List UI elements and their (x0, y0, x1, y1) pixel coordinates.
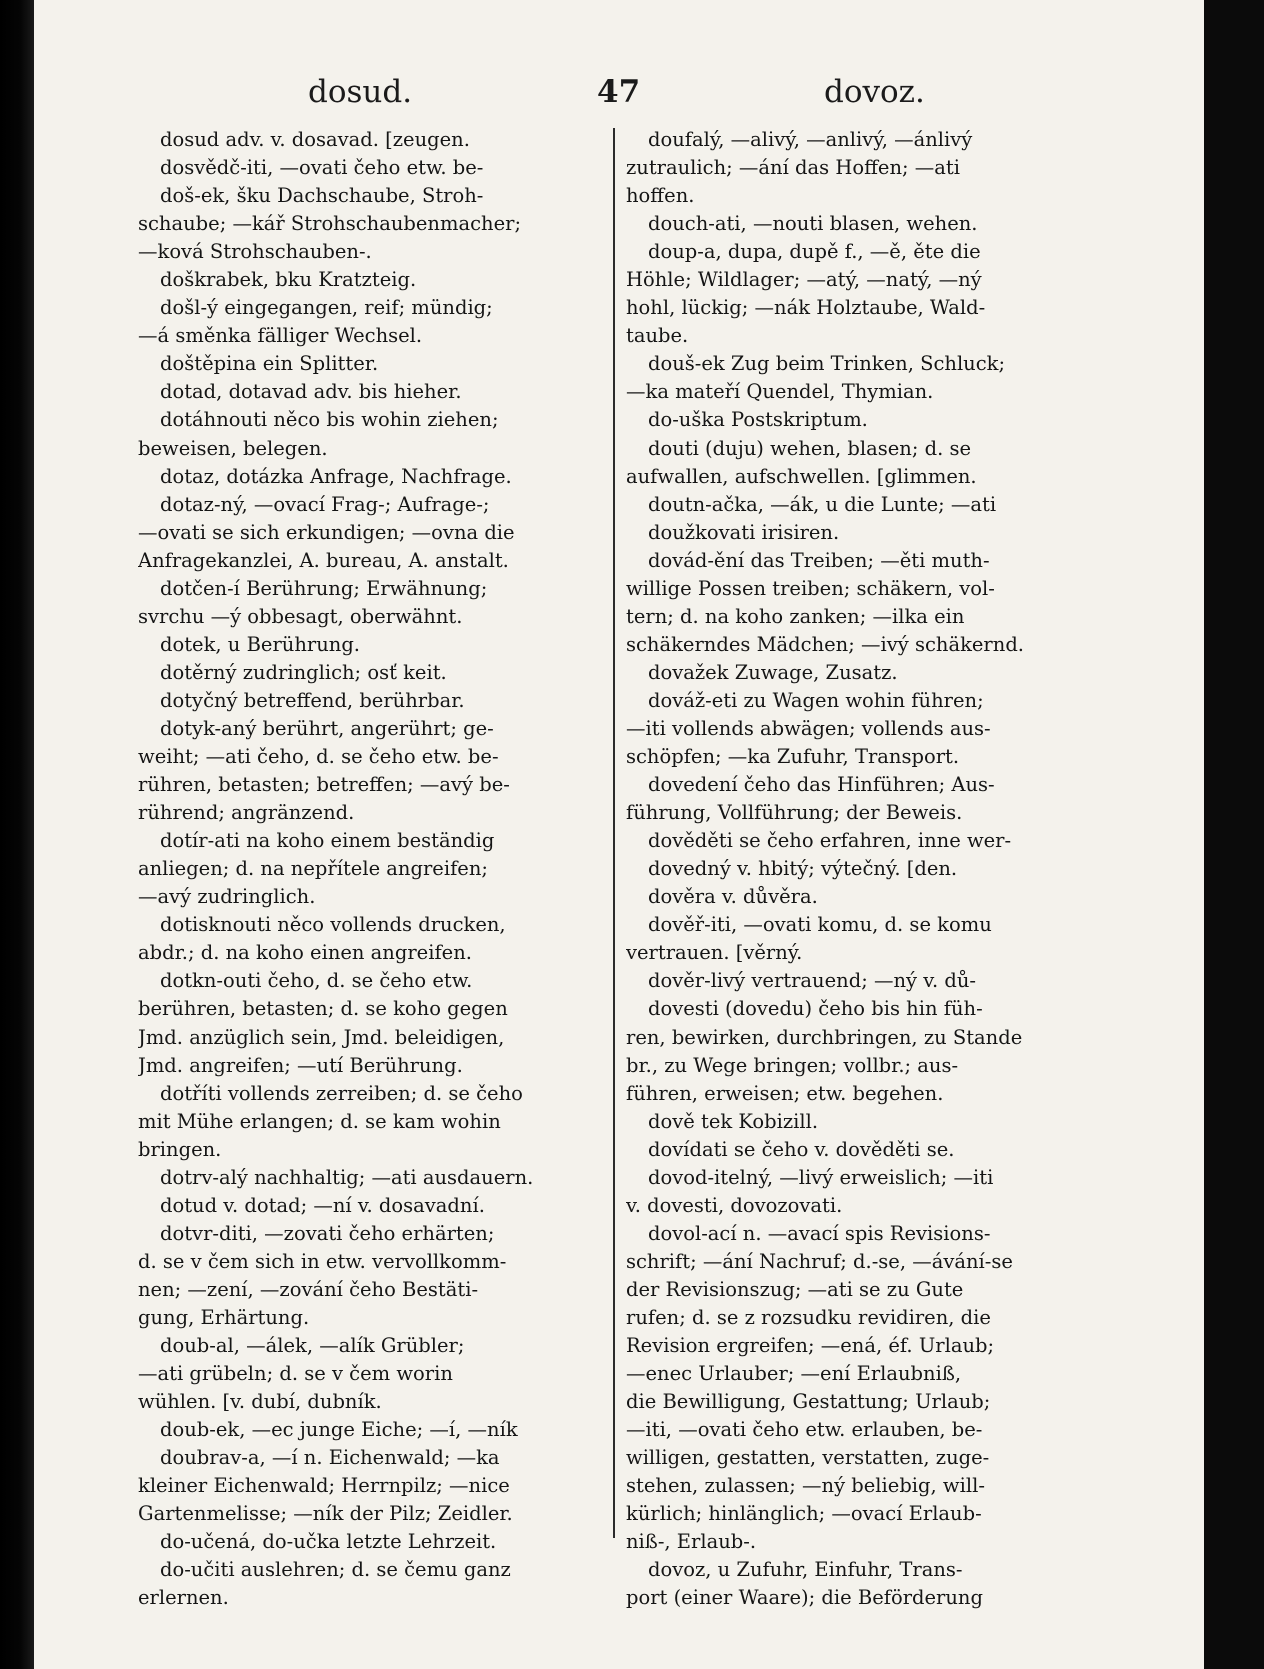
dictionary-line: —enec Urlauber; —ení Erlaubniß, (626, 1362, 962, 1386)
dictionary-line: dovol-ací n. —avací spis Revisions- (648, 1221, 991, 1245)
running-header (34, 74, 1204, 122)
dictionary-line: mit Mühe erlangen; d. se kam wohin (138, 1109, 501, 1133)
dictionary-line: —ati grübeln; d. se v čem worin (138, 1362, 453, 1386)
dictionary-line: dotaz-ný, —ovací Frag-; Aufrage-; (160, 492, 490, 516)
dictionary-line: rufen; d. se z rozsudku revidiren, die (626, 1305, 991, 1329)
dictionary-line: rührend; angränzend. (138, 801, 355, 825)
dictionary-line: doužkovati irisiren. (648, 520, 840, 544)
dictionary-line: nen; —zení, —zování čeho Bestäti- (138, 1277, 479, 1301)
dictionary-line: —iti vollends abwägen; vollends aus- (626, 716, 991, 740)
dictionary-line: führung, Vollführung; der Beweis. (626, 801, 963, 825)
dictionary-line: do-učená, do-učka letzte Lehrzeit. (160, 1530, 497, 1554)
dictionary-line: niß-, Erlaub-. (626, 1530, 757, 1554)
dictionary-line: dovod-itelný, —livý erweislich; —iti (648, 1165, 994, 1189)
dictionary-line: dotyčný betreffend, berührbar. (160, 688, 465, 712)
dictionary-line: gung, Erhärtung. (138, 1305, 310, 1329)
dictionary-line: schrift; —ání Nachruf; d.-se, —ávání-se (626, 1249, 1013, 1273)
dictionary-line: doš-ek, šku Dachschaube, Stroh- (160, 184, 484, 208)
dictionary-line: dověděti se čeho erfahren, inne wer- (648, 829, 1012, 853)
dictionary-line: dotad, dotavad adv. bis hieher. (160, 380, 462, 404)
dictionary-line: hoffen. (626, 184, 695, 208)
dictionary-line: doufalý, —alivý, —anlivý, —ánlivý (648, 128, 973, 151)
dictionary-line: dotek, u Berührung. (160, 632, 360, 656)
dictionary-line: doup-a, dupa, dupě f., —ě, ěte die (648, 240, 981, 264)
dictionary-line: br., zu Wege bringen; vollbr.; aus- (626, 1053, 959, 1077)
dictionary-line: dotud v. dotad; —ní v. dosavadní. (160, 1193, 485, 1217)
dictionary-line: Jmd. angreifen; —utí Berührung. (138, 1053, 463, 1077)
dictionary-line: dovedný v. hbitý; výtečný. [den. (648, 857, 958, 881)
dictionary-line: bringen. (138, 1137, 222, 1161)
page-number: 47 (597, 74, 641, 110)
dictionary-line: willige Possen treiben; schäkern, vol- (626, 576, 995, 600)
dictionary-line: Jmd. anzüglich sein, Jmd. beleidigen, (138, 1025, 505, 1049)
dictionary-line: ren, bewirken, durchbringen, zu Stande (626, 1025, 1023, 1049)
dictionary-line: dotěrný zudringlich; osť keit. (160, 660, 447, 684)
dictionary-line: schäkerndes Mädchen; —ivý schäkernd. (626, 632, 1024, 656)
dictionary-line: hohl, lückig; —nák Holztaube, Wald- (626, 296, 986, 320)
dictionary-line: dotvr-diti, —zovati čeho erhärten; (160, 1221, 495, 1245)
dictionary-line: dověř-iti, —ovati komu, d. se komu (648, 913, 992, 937)
dictionary-line: —ková Strohschauben-. (138, 240, 372, 264)
dictionary-line: Revision ergreifen; —ená, éf. Urlaub; (626, 1334, 995, 1358)
dictionary-line: dotkn-outi čeho, d. se čeho etw. (160, 969, 473, 993)
dictionary-line: dovoz, u Zufuhr, Einfuhr, Trans- (648, 1558, 963, 1582)
dictionary-line: dovažek Zuwage, Zusatz. (648, 660, 898, 684)
dictionary-line: willigen, gestatten, verstatten, zuge- (626, 1446, 990, 1470)
dictionary-line: abdr.; d. na koho einen angreifen. (138, 941, 472, 965)
dictionary-line: schaube; —kář Strohschaubenmacher; (138, 212, 522, 236)
dictionary-line: stehen, zulassen; —ný beliebig, will- (626, 1474, 985, 1498)
dictionary-line: erlernen. (138, 1586, 229, 1610)
dictionary-line: vertrauen. [věrný. (626, 941, 803, 965)
dictionary-line: dovídati se čeho v. dověděti se. (648, 1137, 955, 1161)
dictionary-line: dotčen-í Berührung; Erwähnung; (160, 576, 488, 600)
dictionary-line: —ka mateří Quendel, Thymian. (626, 380, 934, 404)
dictionary-line: d. se v čem sich in etw. vervollkomm- (138, 1249, 507, 1273)
dictionary-line: došl-ý eingegangen, reif; mündig; (160, 296, 493, 320)
dictionary-line: dovedení čeho das Hinführen; Aus- (648, 773, 995, 797)
dictionary-line: schöpfen; —ka Zufuhr, Transport. (626, 745, 960, 769)
dictionary-line: rühren, betasten; betreffen; —avý be- (138, 773, 510, 797)
dictionary-line: Höhle; Wildlager; —atý, —natý, —ný (626, 268, 982, 292)
dictionary-line: dovád-ění das Treiben; —ěti muth- (648, 548, 990, 572)
dictionary-line: dově tek Kobizill. (648, 1109, 819, 1133)
dictionary-line: —á směnka fälliger Wechsel. (138, 324, 423, 348)
dictionary-line: kleiner Eichenwald; Herrnpilz; —nice (138, 1474, 510, 1498)
dictionary-line: dověra v. důvěra. (648, 885, 818, 909)
dictionary-line: doubrav-a, —í n. Eichenwald; —ka (160, 1446, 500, 1470)
dictionary-line: tern; d. na koho zanken; —ilka ein (626, 604, 965, 628)
header-left-guide-word: dosud. (308, 74, 413, 110)
dictionary-line: dotaz, dotázka Anfrage, Nachfrage. (160, 464, 512, 488)
dictionary-line: taube. (626, 324, 689, 348)
dictionary-line: dotáhnouti něco bis wohin ziehen; (160, 408, 499, 432)
dictionary-line: anliegen; d. na nepřítele angreifen; (138, 857, 488, 881)
dictionary-line: do-učiti auslehren; d. se čemu ganz (160, 1558, 511, 1582)
dictionary-line: —iti, —ovati čeho etw. erlauben, be- (626, 1418, 983, 1442)
dictionary-line: —avý zudringlich. (138, 885, 316, 909)
dictionary-line: —ovati se sich erkundigen; —ovna die (138, 520, 515, 544)
dictionary-line: dosud adv. v. dosavad. [zeugen. (160, 128, 470, 151)
dictionary-line: die Bewilligung, Gestattung; Urlaub; (626, 1390, 991, 1414)
dictionary-line: beweisen, belegen. (138, 436, 328, 460)
dictionary-line: dotrv-alý nachhaltig; —ati ausdauern. (160, 1165, 534, 1189)
dictionary-line: Anfragekanzlei, A. bureau, A. anstalt. (138, 548, 509, 572)
dictionary-line: svrchu —ý obbesagt, oberwähnt. (138, 604, 463, 628)
dictionary-line: führen, erweisen; etw. begehen. (626, 1081, 944, 1105)
dictionary-line: kürlich; hinlänglich; —ovací Erlaub- (626, 1502, 982, 1526)
dictionary-line: weiht; —ati čeho, d. se čeho etw. be- (138, 745, 499, 769)
dictionary-line: dotír-ati na koho einem beständig (160, 829, 495, 853)
dictionary-line: berühren, betasten; d. se koho gegen (138, 997, 508, 1021)
header-right-guide-word: dovoz. (824, 74, 925, 110)
dictionary-line: douš-ek Zug beim Trinken, Schluck; (648, 352, 1006, 376)
dictionary-line: douch-ati, —nouti blasen, wehen. (648, 212, 978, 236)
column-divider (613, 128, 615, 1538)
dictionary-line: dotyk-aný berührt, angerührt; ge- (160, 716, 494, 740)
dictionary-line: Gartenmelisse; —ník der Pilz; Zeidler. (138, 1502, 513, 1526)
dictionary-line: dováž-eti zu Wagen wohin führen; (648, 688, 984, 712)
dictionary-line: doutn-ačka, —ák, u die Lunte; —ati (648, 492, 997, 516)
dictionary-line: dovesti (dovedu) čeho bis hin füh- (648, 997, 983, 1021)
dictionary-line: v. dovesti, dovozovati. (626, 1193, 843, 1217)
dictionary-line: douti (duju) wehen, blasen; d. se (648, 436, 972, 460)
dictionary-line: dotisknouti něco vollends drucken, (160, 913, 506, 937)
dictionary-line: der Revisionszug; —ati se zu Gute (626, 1277, 964, 1301)
dictionary-line: doub-ek, —ec junge Eiche; —í, —ník (160, 1418, 518, 1442)
dictionary-line: zutraulich; —ání das Hoffen; —ati (626, 156, 960, 180)
dictionary-line: dosvědč-iti, —ovati čeho etw. be- (160, 156, 484, 180)
dictionary-line: doštěpina ein Splitter. (160, 352, 379, 376)
binding-shadow (0, 0, 34, 1669)
dictionary-line: do-uška Postskriptum. (648, 408, 868, 432)
dictionary-line: dověr-livý vertrauend; —ný v. dů- (648, 969, 976, 993)
dictionary-line: doškrabek, bku Kratzteig. (160, 268, 417, 292)
dictionary-line: doub-al, —álek, —alík Grübler; (160, 1334, 465, 1358)
right-column (626, 126, 1098, 1612)
left-column (138, 126, 610, 1612)
dictionary-line: aufwallen, aufschwellen. [glimmen. (626, 464, 977, 488)
dictionary-line: wühlen. [v. dubí, dubník. (138, 1390, 382, 1414)
dictionary-line: port (einer Waare); die Beförderung (626, 1586, 983, 1610)
dictionary-line: dotříti vollends zerreiben; d. se čeho (160, 1081, 523, 1105)
